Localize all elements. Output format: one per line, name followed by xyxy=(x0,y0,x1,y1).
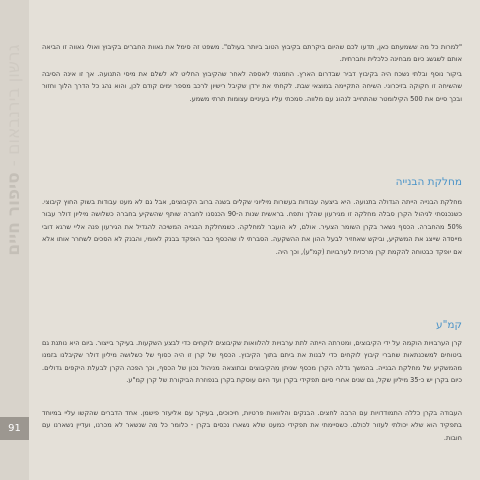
intro-paragraph-2: ביקור נוסף ובלתי נשכח היה בקיבוץ דביר שבדרום הארץ. הוזמנתי לאספה לאחר שהקיבוץ החליט לא לשלם את מיסי התנועה. אך זו אינה הסיבה שהשיחה זו חקוקה בזיכרוני. השיחה התקיימה במוצאי שבת. לקחתי את ירדן שקיבל רישיון לרכב מספר ימים קודם לכן, והוא נהג כל הדרך הלוך וחזור ובכך סיים את 500 הקילומטר שהתחייב לנהוג עם מלווה. סמכתי עליו בעיניים עצומות תרתי משמע. xyxy=(42,70,462,103)
running-header-title: סיפור חיים xyxy=(4,172,24,256)
page-number: 91 xyxy=(0,417,29,440)
intro-paragraph-1: "למרות כל מה ששמעתם כאן, תדעו לכם שהיום ביקרתם בקיבוץ הטוב ביותר בעולם". משפט זה סימל את גאוות החברים בקיבוץ ואולי גאווה זו הביאה אותם לשגשג כיום מבחינה כלכלית וחברתית. xyxy=(42,43,462,64)
section-heading-kama: קמ"ע xyxy=(436,319,462,331)
kama-paragraph-1: קרן הערבויות הוקמה על ידי הקיבוצים, ומטרתה הייתה לתת ערבויות להלוואות שקיבוצים לוקחים כדי לבצע השקעות. בעיקר בייצור. ביום היא נותנת גם ביטוחים למשכנתאות שחברי קיבוץ לוקחים כדי לבנות את ביתם בתוך הקיבוץ. הכסף של קרן זו היה כסוף של כשלושה מיליון דולר שקיבלנו בזמנו מהמשקיע של מחלקת הבנייה. בהמשך גדלה הקרן מכסף שניתן מהקיבוצים ובתוצאה מניהול נכון של הכסף, וכך הפכה הקרן לבעלת היקפים גדולים. כיום בקרן יש כ-35 מיליון שקל, גם שנים אחרי סיום תפקידי בקרן ועד היום עוסקת בקרן בנפוזרת הביקורת של קרן קמ"ע. xyxy=(42,339,462,385)
running-header xyxy=(4,44,24,255)
running-header-author: גרשון בירנבאום - xyxy=(4,44,24,167)
construction-paragraph: מחלקת הבנייה הייתה הגדולה בתנועה. היא ביצעה עבודות בעשרות מיליוני שקלים בשנה ברוב הקיבוצים, אבל גם לא מעט עבודות בשוק החוץ קיבוצי. כשנכנסתי לניהול הקרן סבלה מחלקה זו מגירעון שהלך ותפח. בראשית שנות ה-90 הכנסנו לחברה שותף שהשקיע בחברה כשלושה מיליון דולר עבור 50% מהחברה. הכסף נשאר בקרן השומר הצעיר. אולם, לא הועבר למחלקה. כשמחלקת הבנייה המשיכה להגדיל את הגירעון פנה אליי שרגא דובי מייסדה שייצג את המשקיע, וביקש שאחזיר לבעל ההון את ההשקעה. הסברתי לו שהכסף כבר הופקד בבנק לאומי, והבנק לא הסכים לשחרר אותו אלא אם יופקד כבטוחה להקמת קרן מרכזית לערבויות (קמ"ע), וכך היה. xyxy=(42,198,462,256)
section-heading-construction: מחלקת הבנייה xyxy=(395,176,462,188)
kama-paragraph-2: העבודה בקרן כללה התמודדויות עם הרבה לחצים. הבנקים והלוואות פרטיות, חיכוכים, בעיקר עם אליעזר פישמן. אחד הדברים שהקשו עליי במיוחד בתפקיד הוא שלא יכולתי לעזור לכולם. כשסיימתי את תפקידי כמעט שלא נשארו נכסים בקרן - כלומר כל מה שנשאר לא מכרנו, ועדיין נשארנו עם חובות. xyxy=(42,409,462,442)
page-body xyxy=(42,0,462,480)
book-spine xyxy=(0,0,29,480)
